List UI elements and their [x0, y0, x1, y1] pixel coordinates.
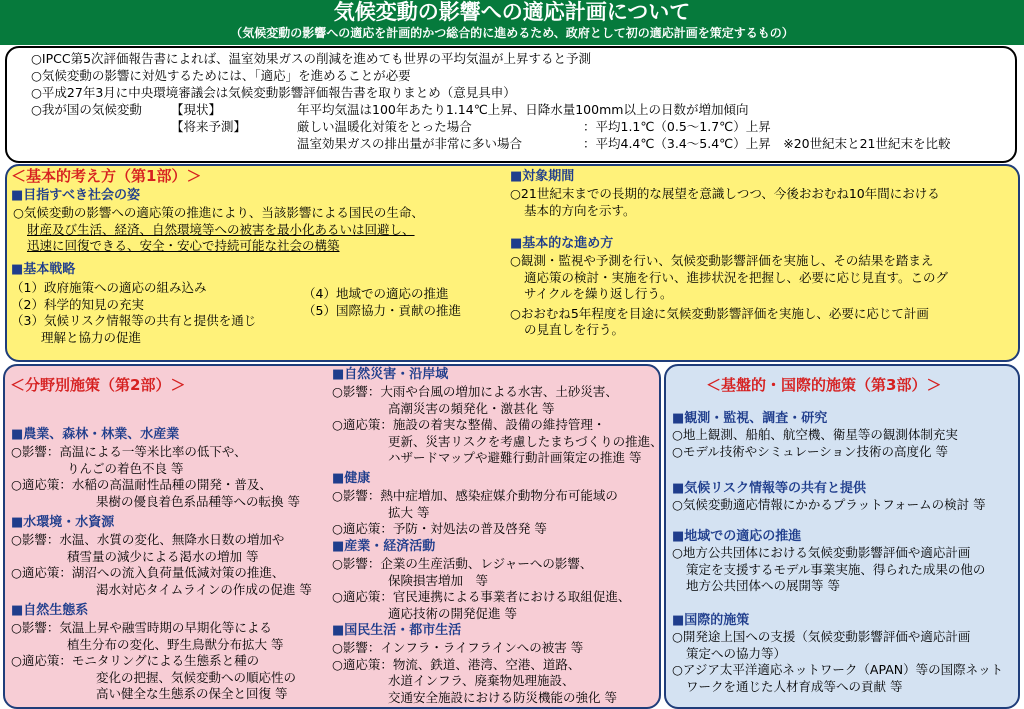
disaster-line: ○影響：大雨や台風の増加による水害、土砂災害、 — [332, 384, 618, 399]
summary-box — [5, 46, 1017, 163]
period-line: ○21世紀末までの長期的な展望を意識しつつ、今後おおむね10年間における — [510, 186, 940, 201]
title-banner — [0, 0, 1024, 45]
eco-line: 高い健全な生態系の保全と回復 等 — [96, 686, 288, 701]
local-heading: ■地域での適応の推進 — [672, 529, 802, 544]
disaster-line: ハザードマップや避難行動計画策定の推進 等 — [388, 450, 642, 465]
part1-panel — [5, 164, 1020, 362]
summary-line-adaptation: ○気候変動の影響に対処するためには、「適応」を進めることが必要 — [31, 68, 411, 83]
agri-text — [11, 444, 300, 510]
intl-line: 策定への協力等） — [686, 645, 787, 661]
strategy-item: （1）政府施策への適応の組み込み — [11, 280, 207, 295]
industry-text — [332, 556, 630, 622]
method-heading: ■基本的な進め方 — [510, 236, 614, 251]
disaster-line: 高潮災害の頻発化・激甚化 等 — [388, 400, 555, 416]
method-line: ○観測・監視や予測を行い、気候変動影響評価を実施し、その結果を踏まえ — [510, 253, 934, 268]
part2-panel — [3, 364, 661, 709]
water-heading: ■水環境・水資源 — [11, 515, 115, 530]
agri-line: ○影響：高温による一等米比率の低下や、 — [11, 444, 247, 459]
agri-line: りんごの着色不良 等 — [67, 460, 184, 476]
eco-line: 植生分布の変化、野生鳥獣分布拡大 等 — [67, 636, 284, 652]
goal-line: 財産及び生活、経済、自然環境等への — [27, 221, 240, 237]
part3-panel — [664, 364, 1020, 709]
risk-heading: ■気候リスク情報等の共有と提供 — [672, 481, 867, 496]
future-case-low-value: ：平均1.1℃（0.5～1.7℃）上昇 — [583, 119, 771, 134]
goal-line: 迅速に回復できる、安全・安心で持続可能な社会の構築 — [27, 238, 340, 253]
intl-text — [672, 629, 1003, 695]
future-case-high: 温室効果ガスの排出量が非常に多い場合 — [297, 136, 523, 151]
method-line: 適応策の検討・実施を行い、進捗状況を把握し、必要に応じ見直す。このグ — [524, 269, 949, 285]
strategy-item: 理解と協力の促進 — [41, 329, 142, 345]
strategy-item: （3）気候リスク情報等の共有と提供を通じ — [11, 313, 257, 328]
future-case-high-value: ：平均4.4℃（3.4～5.4℃）上昇 ※20世紀末と21世紀末を比較 — [583, 136, 951, 151]
eco-line: 変化の把握、気候変動への順応性の — [96, 669, 297, 685]
industry-line: 適応技術の開発促進 等 — [388, 605, 517, 621]
strategy-list — [11, 280, 256, 346]
eco-text — [11, 620, 296, 703]
method-text — [510, 253, 948, 339]
part3-title: ＜基盤的・国際的施策（第3部）＞ — [706, 376, 942, 394]
page-title: 気候変動の影響への適応計画について — [333, 0, 691, 24]
future-case-low: 厳しい温暖化対策をとった場合 — [297, 119, 472, 134]
agri-heading: ■農業、森林・林業、水産業 — [11, 427, 180, 442]
intl-line: ○アジア太平洋適応ネットワーク（APAN）等の国際ネット — [672, 662, 1004, 677]
agri-line: ○適応策：水稲の高温耐性品種の開発・普及、 — [11, 477, 272, 492]
current-text: 年平均気温は100年あたり1.14℃上昇、日降水量100mm以上の日数が増加傾向 — [297, 102, 749, 117]
summary-line-ipcc: ○IPCC第5次評価報告書によれば、温室効果ガスの削減を進めても世界の平均気温が上昇すると予測 — [31, 51, 592, 66]
life-line: ○影響：インフラ・ライフラインへの被害 等 — [332, 640, 584, 655]
life-line: 交通安全施設における防災機能の強化 等 — [388, 689, 617, 705]
water-line: ○影響：水温、水質の変化、無降水日数の増加や — [11, 532, 285, 547]
strategy-item: （2）科学的知見の充実 — [11, 296, 144, 312]
life-line: 水道インフラ、廃棄物処理施設、 — [388, 673, 575, 688]
goal-text — [13, 205, 424, 255]
tag-current: 【現状】 — [171, 102, 222, 117]
disaster-heading: ■自然災害・沿岸域 — [332, 367, 449, 382]
life-heading: ■国民生活・都市生活 — [332, 623, 462, 638]
eco-line: ○影響：気温上昇や融雪時期の早期化等による — [11, 620, 272, 635]
disaster-line: 更新、災害リスクを考慮したまちづくりの推進、 — [388, 433, 663, 449]
risk-text — [672, 497, 986, 514]
method-line: ○おおむね5年程度を目途に気候変動影響評価を実施し、必要に応じて計画 — [510, 305, 929, 321]
health-line: ○影響：熱中症増加、感染症媒介動物分布可能域の — [332, 488, 618, 503]
disaster-line: ○適応策：施設の着実な整備、設備の維持管理・ — [332, 417, 606, 432]
local-text — [672, 545, 985, 595]
method-line: の見直しを行う。 — [524, 322, 625, 337]
intl-line: ワークを通じた人材育成等への貢献 等 — [686, 678, 903, 694]
intl-heading: ■国際的施策 — [672, 613, 750, 628]
eco-heading: ■自然生態系 — [11, 603, 89, 618]
local-line: ○地方公共団体における気候変動影響評価や適応計画 — [672, 545, 971, 560]
industry-line: ○適応策：官民連携による事業者における取組促進、 — [332, 589, 631, 604]
obs-line: ○モデル技術やシミュレーション技術の高度化 等 — [672, 443, 949, 459]
page-subtitle: （気候変動の影響への適応を計画的かつ総合的に進めるため、政府として初の適応計画を策定するもの） — [230, 26, 794, 40]
summary-line-japan-label: ○我が国の気候変動 — [31, 102, 142, 117]
disaster-text — [332, 384, 663, 467]
part1-title: ＜基本的考え方（第1部）＞ — [11, 167, 202, 185]
summary-line-report: ○平成27年3月に中央環境審議会は気候変動影響評価報告書を取りまとめ（意見具申） — [31, 85, 516, 100]
water-line: 積雪量の減少による渇水の増加 等 — [67, 548, 259, 564]
goal-line: 被害を最小化あるいは回避し、 — [239, 221, 415, 237]
period-line: 基本的方向を示す。 — [524, 202, 636, 218]
tag-future: 【将来予測】 — [171, 119, 247, 134]
intl-line: ○開発途上国への支援（気候変動影響評価や適応計画 — [672, 629, 971, 644]
eco-line: ○適応策：モニタリングによる生態系と種の — [11, 653, 260, 668]
health-line: 拡大 等 — [388, 504, 430, 520]
health-text — [332, 488, 618, 538]
water-line: ○適応策：湖沼への流入負荷量低減対策の推進、 — [11, 565, 285, 580]
industry-line: 保険損害増加 等 — [388, 572, 489, 588]
obs-heading: ■観測・監視、調査・研究 — [672, 411, 828, 426]
water-text — [11, 532, 312, 598]
agri-line: 果樹の優良着色系品種等への転換 等 — [96, 493, 300, 509]
local-line: 策定を支援するモデル事業実施、得られた成果の他の — [686, 561, 986, 577]
strategy-list-2 — [303, 286, 461, 319]
industry-line: ○影響：企業の生産活動、レジャーへの影響、 — [332, 556, 593, 571]
industry-heading: ■産業・経済活動 — [332, 539, 436, 554]
part2-title: ＜分野別施策（第2部）＞ — [10, 376, 186, 394]
obs-line: ○地上観測、船舶、航空機、衛星等の観測体制充実 — [672, 427, 958, 442]
period-text — [510, 186, 940, 219]
health-line: ○適応策：予防・対処法の普及啓発 等 — [332, 521, 547, 536]
risk-line: ○気候変動適応情報にかかるプラットフォームの検討 等 — [672, 497, 986, 512]
obs-text — [672, 427, 958, 460]
life-text — [332, 640, 617, 706]
strategy-item: （4）地域での適応の推進 — [303, 286, 449, 301]
method-line: サイクルを繰り返し行う。 — [524, 286, 673, 301]
goal-heading: ■目指すべき社会の姿 — [11, 188, 141, 203]
strategy-item: （5）国際協力・貢献の推進 — [303, 302, 461, 318]
water-line: 渇水対応タイムラインの作成の促進 等 — [96, 581, 312, 597]
local-line: 地方公共団体への展開等 等 — [686, 578, 840, 593]
goal-line: ○気候変動の影響への適応策の推進により、当該影響による国民の生命、 — [13, 205, 424, 220]
health-heading: ■健康 — [332, 471, 371, 486]
life-line: ○適応策：物流、鉄道、港湾、空港、道路、 — [332, 656, 581, 672]
period-heading: ■対象期間 — [510, 169, 575, 184]
strategy-heading: ■基本戦略 — [11, 262, 76, 277]
